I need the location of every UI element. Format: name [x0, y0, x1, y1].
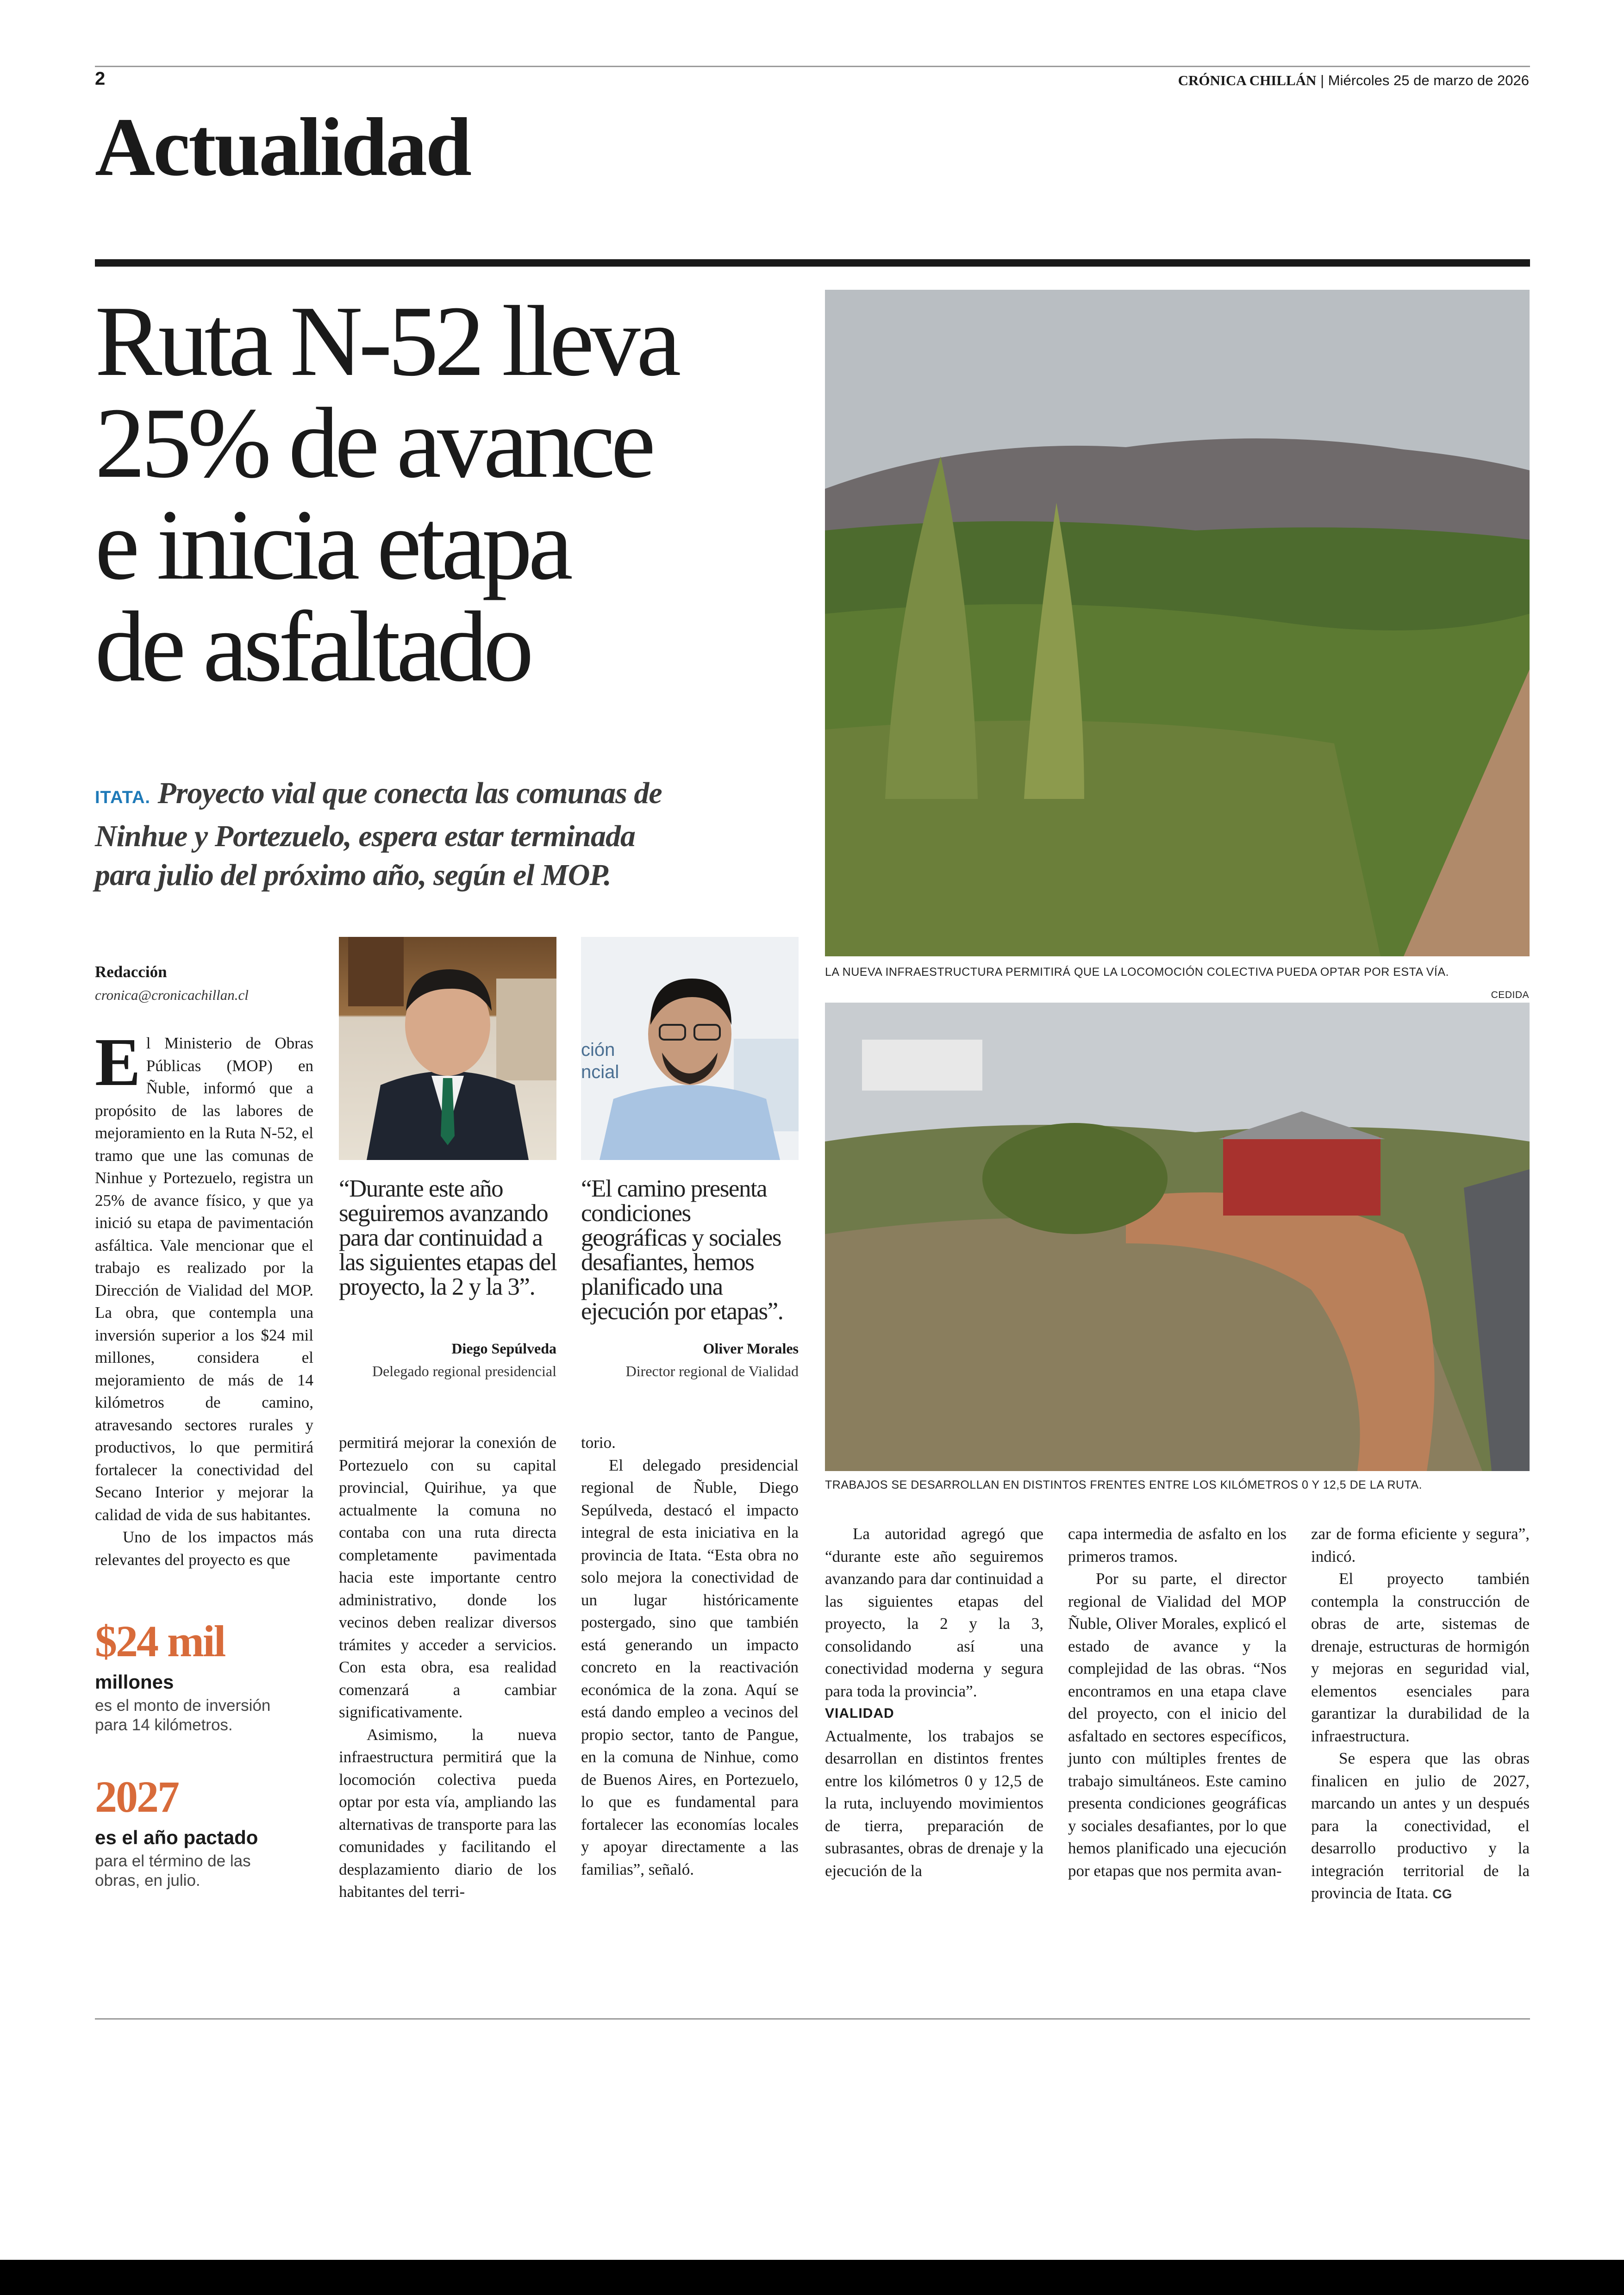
photo-roadworks	[825, 1003, 1530, 1471]
body-text: Se espera que las obras finalicen en julio de 2027, marcando un antes y un después para la conectividad, el desarrollo productivo y la integración territorial de la provincia de Itata.	[1311, 1749, 1530, 1902]
deck-text: Proyecto vial que conecta las comunas de	[157, 776, 662, 810]
body-paragraph: Por su parte, el director regional de Vialidad del MOP Ñuble, Oliver Morales, explicó el estado de avance y la complejidad de las obras. “Nos encontramos en una etapa clave del proyecto, con el inicio del asfaltado en sectores específicos, junto con múltiples frentes de trabajo simultáneos. Este camino presenta condiciones geográficas y sociales desafiantes, por lo que hemos planificado una ejecución por etapas que nos permita avan-	[1068, 1570, 1287, 1880]
portrait-diego-sepulveda	[339, 937, 556, 1160]
body-column-3	[581, 1432, 799, 1881]
portrait-oliver-morales	[581, 937, 799, 1160]
kicker: ITATA.	[95, 788, 150, 807]
masthead-line	[1178, 72, 1529, 89]
bottom-bar	[0, 2260, 1624, 2295]
byline: Redacción	[95, 963, 167, 981]
portrait-image	[339, 937, 556, 1160]
pull-quote-sepulveda: “Durante este año seguiremos avanzando para dar continuidad a las siguientes etapas del proyecto, la 2 y la 3”.	[339, 1175, 557, 1300]
publication-date: Miércoles 25 de marzo de 2026	[1328, 72, 1529, 88]
body-paragraph: capa intermedia de asfalto en los primeros tramos.	[1068, 1525, 1287, 1565]
photo-landscape-image	[825, 290, 1530, 956]
pull-quote-morales: “El camino presenta condiciones geográficas y sociales desafiantes, hemos planificado una ejecución por etapas”.	[581, 1175, 783, 1325]
body-paragraph: Actualmente, los trabajos se desarrollan en distintos frentes entre los kilómetros 0 y 12,5 de la ruta, incluyendo movimientos de tierra, preparación de subrasantes, obras de drenaje y la ejecución de la	[825, 1727, 1043, 1880]
headline-line: Ruta N-52 lleva	[95, 286, 677, 397]
fact-label-year: es el año pactado	[95, 1827, 258, 1848]
photo-roadworks-image	[825, 1003, 1530, 1471]
photo-credit: CEDIDA	[1491, 990, 1529, 1000]
body-column-5	[1068, 1523, 1287, 1882]
backdrop-text-line: ción	[581, 1040, 615, 1060]
body-paragraph: El proyecto también contempla la construcción de obras de arte, sistemas de drenaje, estructuras de hormigón y mejoras en seguridad vial, elementos esenciales para garantizar la durabilidad de la infraestructura.	[1311, 1570, 1530, 1745]
backdrop-text	[581, 1039, 619, 1083]
deck-line: Ninhue y Portezuelo, espera estar terminada	[95, 819, 636, 853]
dropcap: E	[95, 1024, 141, 1100]
fact-note-year: para el término de las obras, en julio.	[95, 1852, 251, 1890]
section-rule	[95, 259, 1530, 267]
masthead-separator: |	[1320, 72, 1328, 88]
fact-figure-year: 2027	[95, 1772, 178, 1821]
body-paragraph: torio.	[581, 1434, 616, 1452]
byline-email: cronica@cronicachillan.cl	[95, 987, 249, 1003]
headline-line: e inicia etapa	[95, 489, 569, 601]
body-column-1	[95, 1024, 313, 1571]
headline-line: 25% de avance	[95, 387, 652, 499]
body-paragraph	[1311, 1747, 1530, 1906]
body-paragraph: La autoridad agregó que “durante este año seguiremos avanzando para dar continuidad a las siguientes etapas del proyecto, la 2 y la 3, consolidando así una conectividad moderna y segura para toda la provincia”.	[825, 1525, 1043, 1700]
end-mark: CG	[1432, 1887, 1452, 1901]
fact-note-investment: es el monto de inversión para 14 kilómetros.	[95, 1696, 271, 1734]
body-column-2	[339, 1432, 556, 1903]
page-number: 2	[95, 69, 106, 89]
section-title: Actualidad	[95, 101, 470, 193]
subhead-vialidad: VIALIDAD	[825, 1706, 894, 1721]
quote-role-morales: Director regional de Vialidad	[625, 1363, 799, 1379]
deck-line	[95, 774, 817, 817]
body-paragraph: El delegado presidencial regional de Ñuble, Diego Sepúlveda, destacó el impacto integral de esta iniciativa en la provincia de Itata. “Esta obra no solo mejora la conectividad de un lugar históricamente postergado, sino que también está generando un impacto concreto en la reactivación económica de la zona. Aquí se está dando empleo a vecinos del propio sector, tanto de Pangue, en la comuna de Ninhue, como de Buenos Aires, en Portezuelo, lo que es fundamental para fortalecer las economías locales y apoyar directamente a las familias”, señaló.	[581, 1456, 799, 1878]
headline-line: de asfaltado	[95, 591, 530, 703]
body-column-4	[825, 1523, 1043, 1882]
body-text: l Ministerio de Obras Públicas (MOP) en Ñuble, informó que a propósito de las labores de mejoramiento en la Ruta N-52, el tramo que une las comunas de Ninhue y Portezuelo, registra un 25% de avance físico, y que ya inició su etapa de pavimentación asfáltica. Vale mencionar que el trabajo es realizado por la Dirección de Vialidad del MOP. La obra, que contempla una inversión superior a los $24 mil millones, considera el mejoramiento de más de 14 kilómetros de camino, atravesando sectores rurales y productivos, lo que permitirá fortalecer la conectividad del Secano Interior y mejorar la calidad de vida de sus habitantes.	[95, 1034, 313, 1524]
fact-figure-investment: $24 mil	[95, 1616, 225, 1666]
body-column-6	[1311, 1523, 1530, 1906]
body-paragraph	[95, 1024, 313, 1526]
fact-label-investment: millones	[95, 1671, 174, 1693]
headline	[95, 286, 826, 703]
deck	[95, 774, 817, 895]
header-rule	[95, 66, 1530, 67]
backdrop-text-line: ncial	[581, 1062, 619, 1082]
body-paragraph: Asimismo, la nueva infraestructura permitirá que la locomoción colectiva pueda optar por esta vía, ampliando las alternativas de transporte para las comunidades y facilitando el desplazamiento diario de los habitantes del terri-	[339, 1725, 556, 1901]
photo-top-caption: LA NUEVA INFRAESTRUCTURA PERMITIRÁ QUE LA LOCOMOCIÓN COLECTIVA PUEDA OPTAR POR ESTA VÍA.	[825, 966, 1449, 979]
footer-rule	[95, 2018, 1530, 2020]
photo-bottom-caption: TRABAJOS SE DESARROLLAN EN DISTINTOS FRENTES ENTRE LOS KILÓMETROS 0 Y 12,5 DE LA RUTA.	[825, 1478, 1423, 1491]
publication-name: CRÓNICA CHILLÁN	[1178, 72, 1317, 88]
quote-role-sepulveda: Delegado regional presidencial	[372, 1363, 556, 1379]
quote-name-sepulveda: Diego Sepúlveda	[451, 1340, 556, 1357]
body-paragraph: zar de forma eficiente y segura”, indicó.	[1311, 1525, 1530, 1565]
deck-line: para julio del próximo año, según el MOP.	[95, 858, 611, 892]
quote-name-morales: Oliver Morales	[703, 1340, 799, 1357]
body-paragraph: permitirá mejorar la conexión de Portezuelo con su capital provincial, Quirihue, ya que actualmente la comuna no contaba con una ruta directa completamente pavimentada hacia este importante centro administrativo, donde los vecinos deben realizar diversos trámites y acceder a servicios. Con esta obra, esa realidad comenzará a cambiar significativamente.	[339, 1434, 556, 1721]
body-paragraph: Uno de los impactos más relevantes del proyecto es que	[95, 1528, 313, 1569]
photo-landscape	[825, 290, 1530, 956]
